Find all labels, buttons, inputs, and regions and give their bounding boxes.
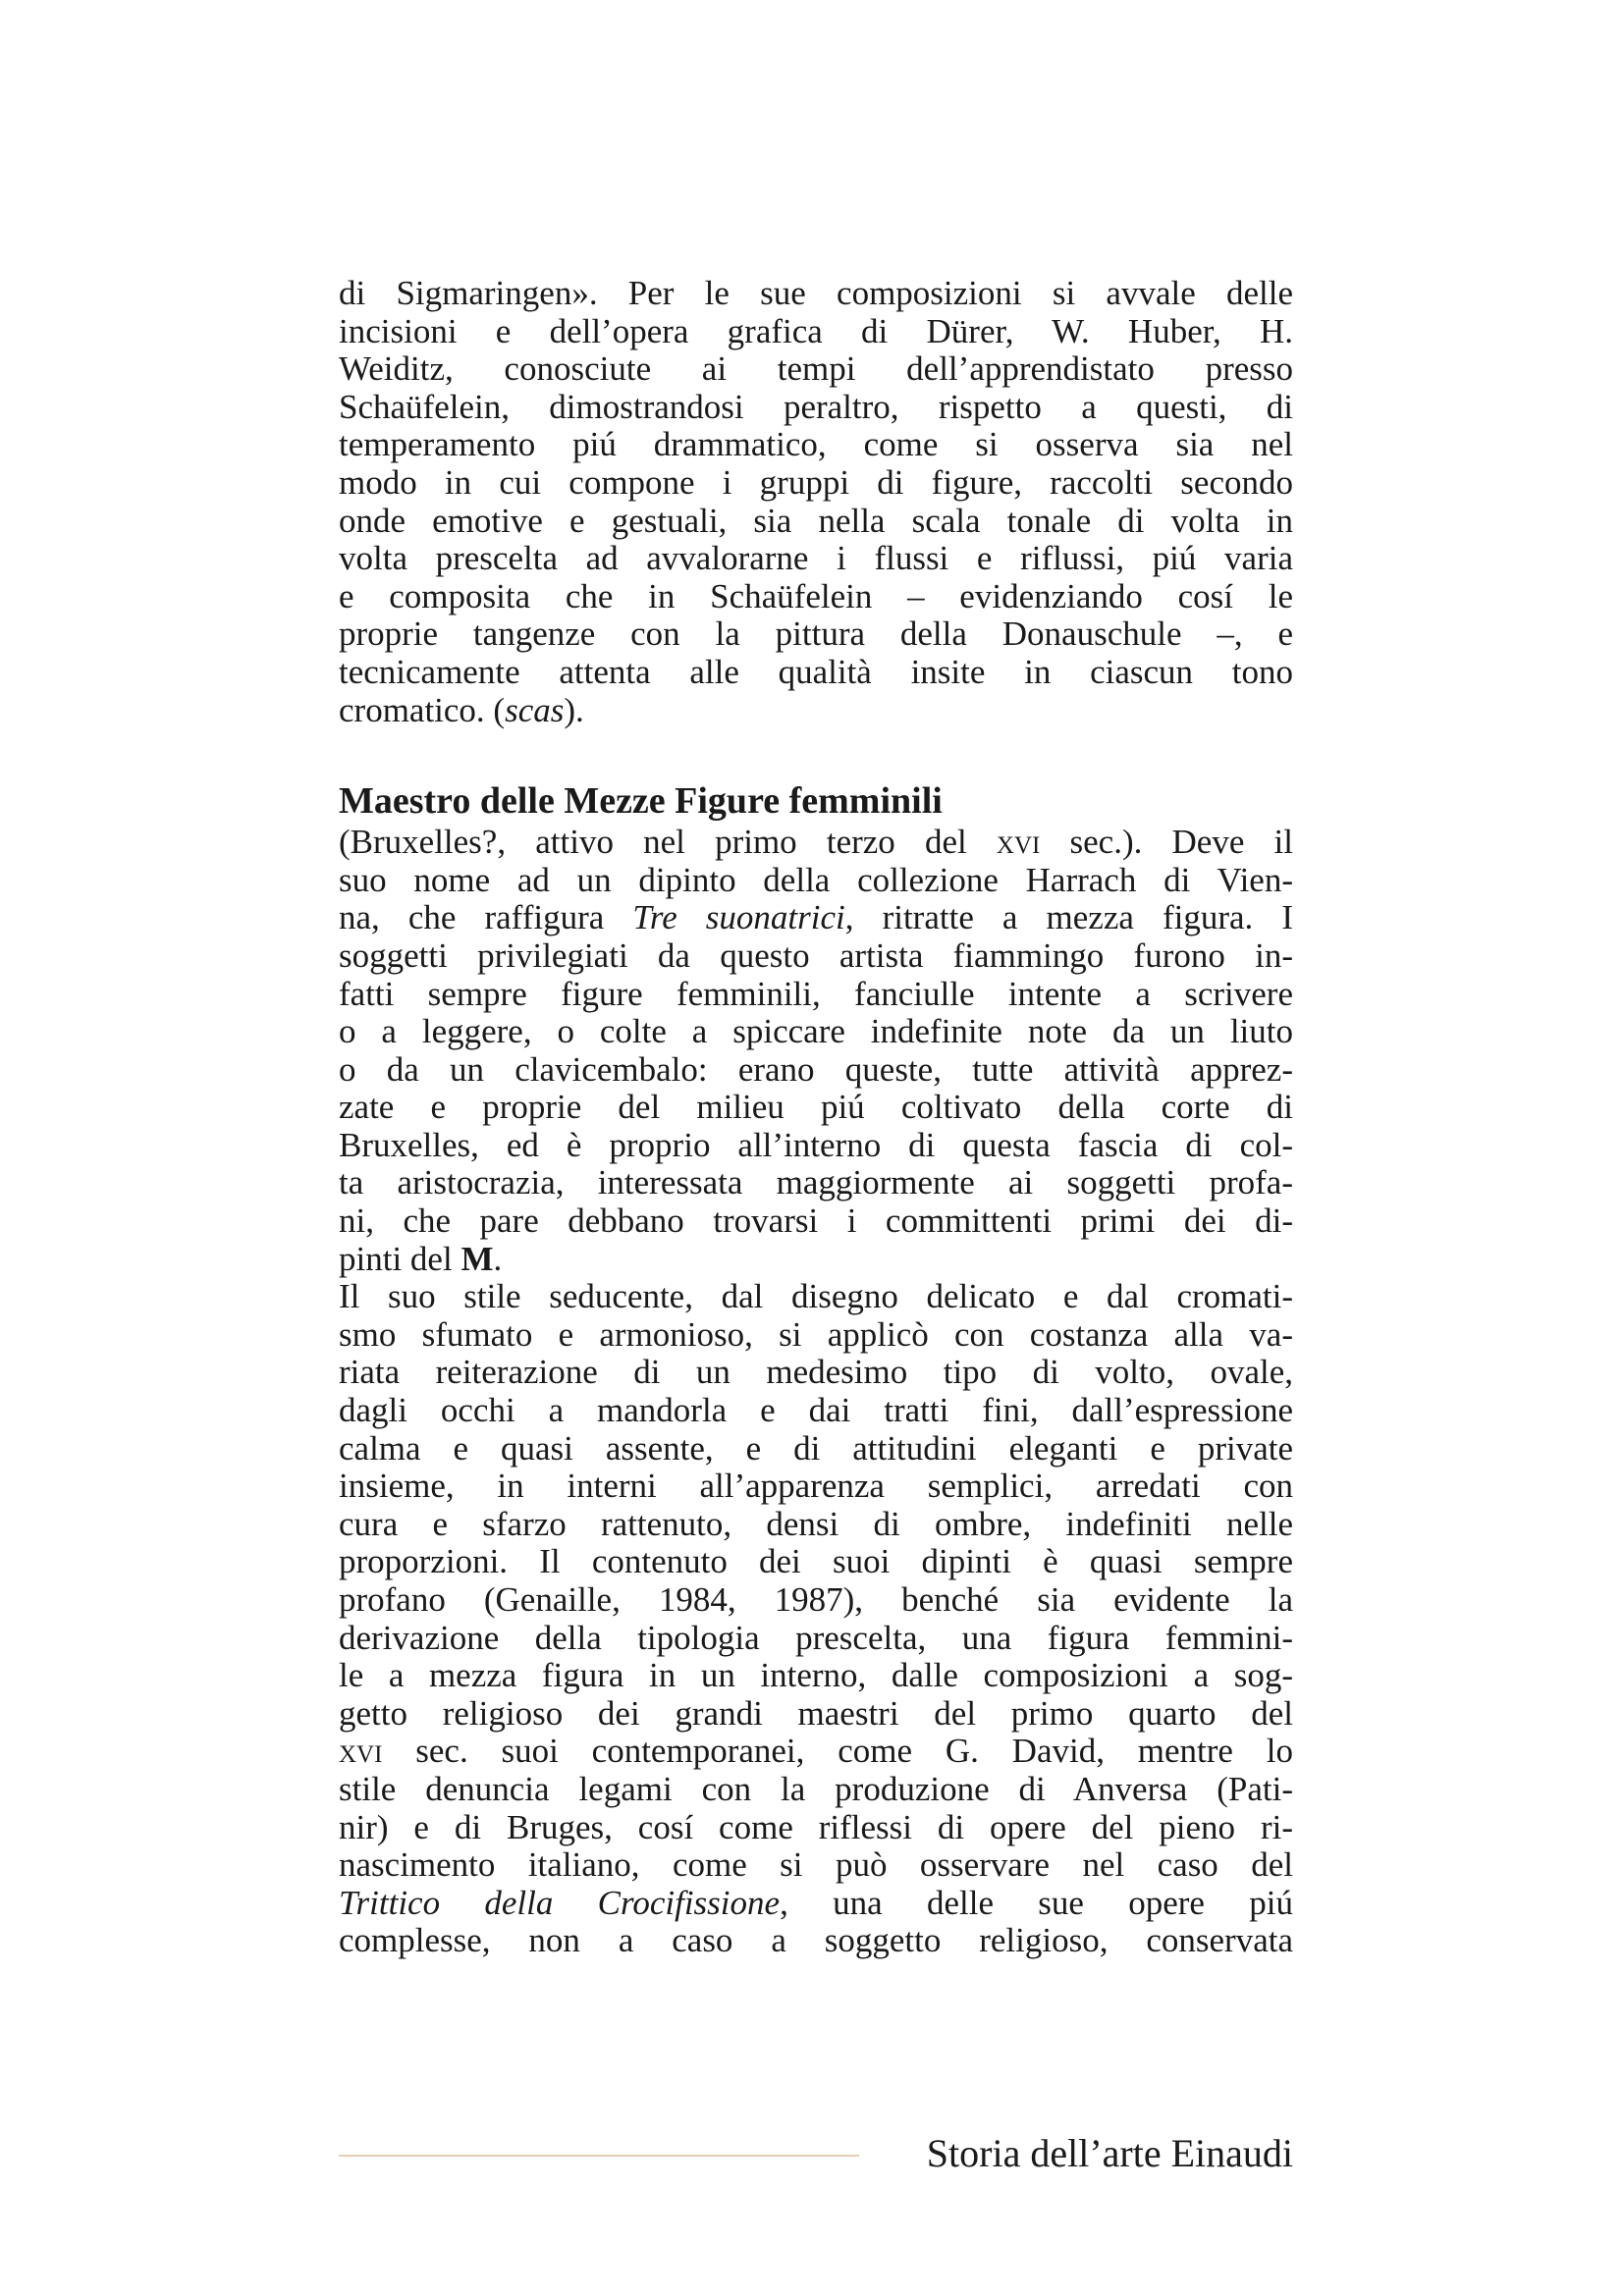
text-line: proprie tangenze con la pittura della Donauschule –, e [339, 615, 1293, 654]
footer-rule [339, 2155, 859, 2157]
text-line: proporzioni. Il contenuto dei suoi dipinti è quasi sempre [339, 1543, 1293, 1581]
text-line: derivazione della tipologia prescelta, una figura femmini- [339, 1619, 1293, 1657]
text-line: le a mezza figura in un interno, dalle composizioni a sog- [339, 1657, 1293, 1695]
text-line: smo sfumato e armonioso, si applicò con costanza alla va- [339, 1315, 1293, 1354]
paragraph-1 [339, 275, 1293, 729]
text-line: getto religioso dei grandi maestri del primo quarto del [339, 1694, 1293, 1733]
text-line: onde emotive e gestuali, sia nella scala tonale di volta in [339, 502, 1293, 540]
century-smallcaps: xvi [996, 824, 1041, 862]
text-line: Weiditz, conosciute ai tempi dell’apprendistato presso [339, 350, 1293, 389]
text-line: o a leggere, o colte a spiccare indefinite note da un liuto [339, 1013, 1293, 1051]
text-fragment: na, che raffigura [339, 899, 633, 937]
entry-heading: Maestro delle Mezze Figure femminili [339, 780, 943, 823]
text-line: fatti sempre figure femminili, fanciulle intente a scrivere [339, 975, 1293, 1013]
text-line: tecnicamente attenta alle qualità insite in ciascun tono [339, 653, 1293, 691]
text-line: nascimento italiano, come si può osservare nel caso del [339, 1846, 1293, 1885]
text-line: zate e proprie del milieu piú coltivato della corte di [339, 1089, 1293, 1127]
text-fragment: , ritratte a mezza figura. I [844, 899, 1293, 937]
paragraph-2 [339, 824, 1293, 1278]
text-line: profano (Genaille, 1984, 1987), benché sia evidente la [339, 1581, 1293, 1619]
text-line: nir) e di Bruges, cosí come riflessi di opere del pieno ri- [339, 1808, 1293, 1846]
text-fragment: , una delle sue opere piú [780, 1884, 1293, 1922]
text-line: modo in cui compone i gruppi di figure, raccolti secondo [339, 463, 1293, 502]
text-line: complesse, non a caso a soggetto religioso, conservata [339, 1922, 1293, 1960]
entry-abbreviation: M [460, 1240, 494, 1278]
century-smallcaps: xvi [339, 1733, 383, 1771]
author-initials: scas [505, 691, 565, 729]
text-line [339, 1733, 1293, 1771]
text-line: Bruxelles, ed è proprio all’interno di questa fascia di col- [339, 1126, 1293, 1164]
text-line: volta prescelta ad avvalorarne i flussi e riflussi, piú varia [339, 540, 1293, 578]
text-line: insieme, in interni all’apparenza semplici, arredati con [339, 1468, 1293, 1506]
text-line: o da un clavicembalo: erano queste, tutte attività apprez- [339, 1050, 1293, 1089]
artwork-title: Trittico della Crocifissione [339, 1884, 781, 1922]
text-line [339, 899, 1293, 937]
text-line: cura e sfarzo rattenuto, densi di ombre, indefiniti nelle [339, 1505, 1293, 1543]
text-fragment: (Bruxelles?, attivo nel primo terzo del [339, 824, 997, 862]
artwork-title: Tre suonatrici [632, 899, 845, 937]
text-line: suo nome ad un dipinto della collezione Harrach di Vien- [339, 861, 1293, 899]
text-line: soggetti privilegiati da questo artista fiammingo furono in- [339, 936, 1293, 975]
text-line [339, 692, 1293, 730]
text-line: e composita che in Schaüfelein – evidenziando cosí le [339, 577, 1293, 615]
footer-title: Storia dell’arte Einaudi [926, 2131, 1293, 2175]
text-line [339, 824, 1293, 862]
text-line [339, 1885, 1293, 1923]
text-line: Il suo stile seducente, dal disegno delicato e dal cromati- [339, 1278, 1293, 1316]
text-line: temperamento piú drammatico, come si osserva sia nel [339, 426, 1293, 464]
text-line: dagli occhi a mandorla e dai tratti fini, dall’espressione [339, 1392, 1293, 1430]
text-line: Schaüfelein, dimostrandosi peraltro, rispetto a questi, di [339, 388, 1293, 426]
text-column [339, 275, 1293, 1960]
paragraph-3 [339, 1278, 1293, 1960]
text-line [339, 1241, 1293, 1279]
text-line: riata reiterazione di un medesimo tipo di volto, ovale, [339, 1354, 1293, 1392]
text-fragment: cromatico. ( [339, 691, 506, 729]
text-line: di Sigmaringen». Per le sue composizioni si avvale delle [339, 275, 1293, 312]
text-fragment: pinti del [339, 1240, 461, 1278]
text-line: ni, che pare debbano trovarsi i committenti primi dei di- [339, 1202, 1293, 1241]
text-fragment: . [493, 1240, 503, 1278]
text-fragment: ). [564, 691, 584, 729]
text-fragment: sec. suoi contemporanei, come G. David, mentre lo [382, 1733, 1293, 1771]
text-line: incisioni e dell’opera grafica di Dürer, W. Huber, H. [339, 312, 1293, 350]
text-line: stile denuncia legami con la produzione di Anversa (Pati- [339, 1770, 1293, 1808]
text-fragment: sec.). Deve il [1040, 824, 1293, 862]
text-line: ta aristocrazia, interessata maggiormente ai soggetti profa- [339, 1164, 1293, 1202]
text-line: calma e quasi assente, e di attitudini eleganti e private [339, 1429, 1293, 1468]
